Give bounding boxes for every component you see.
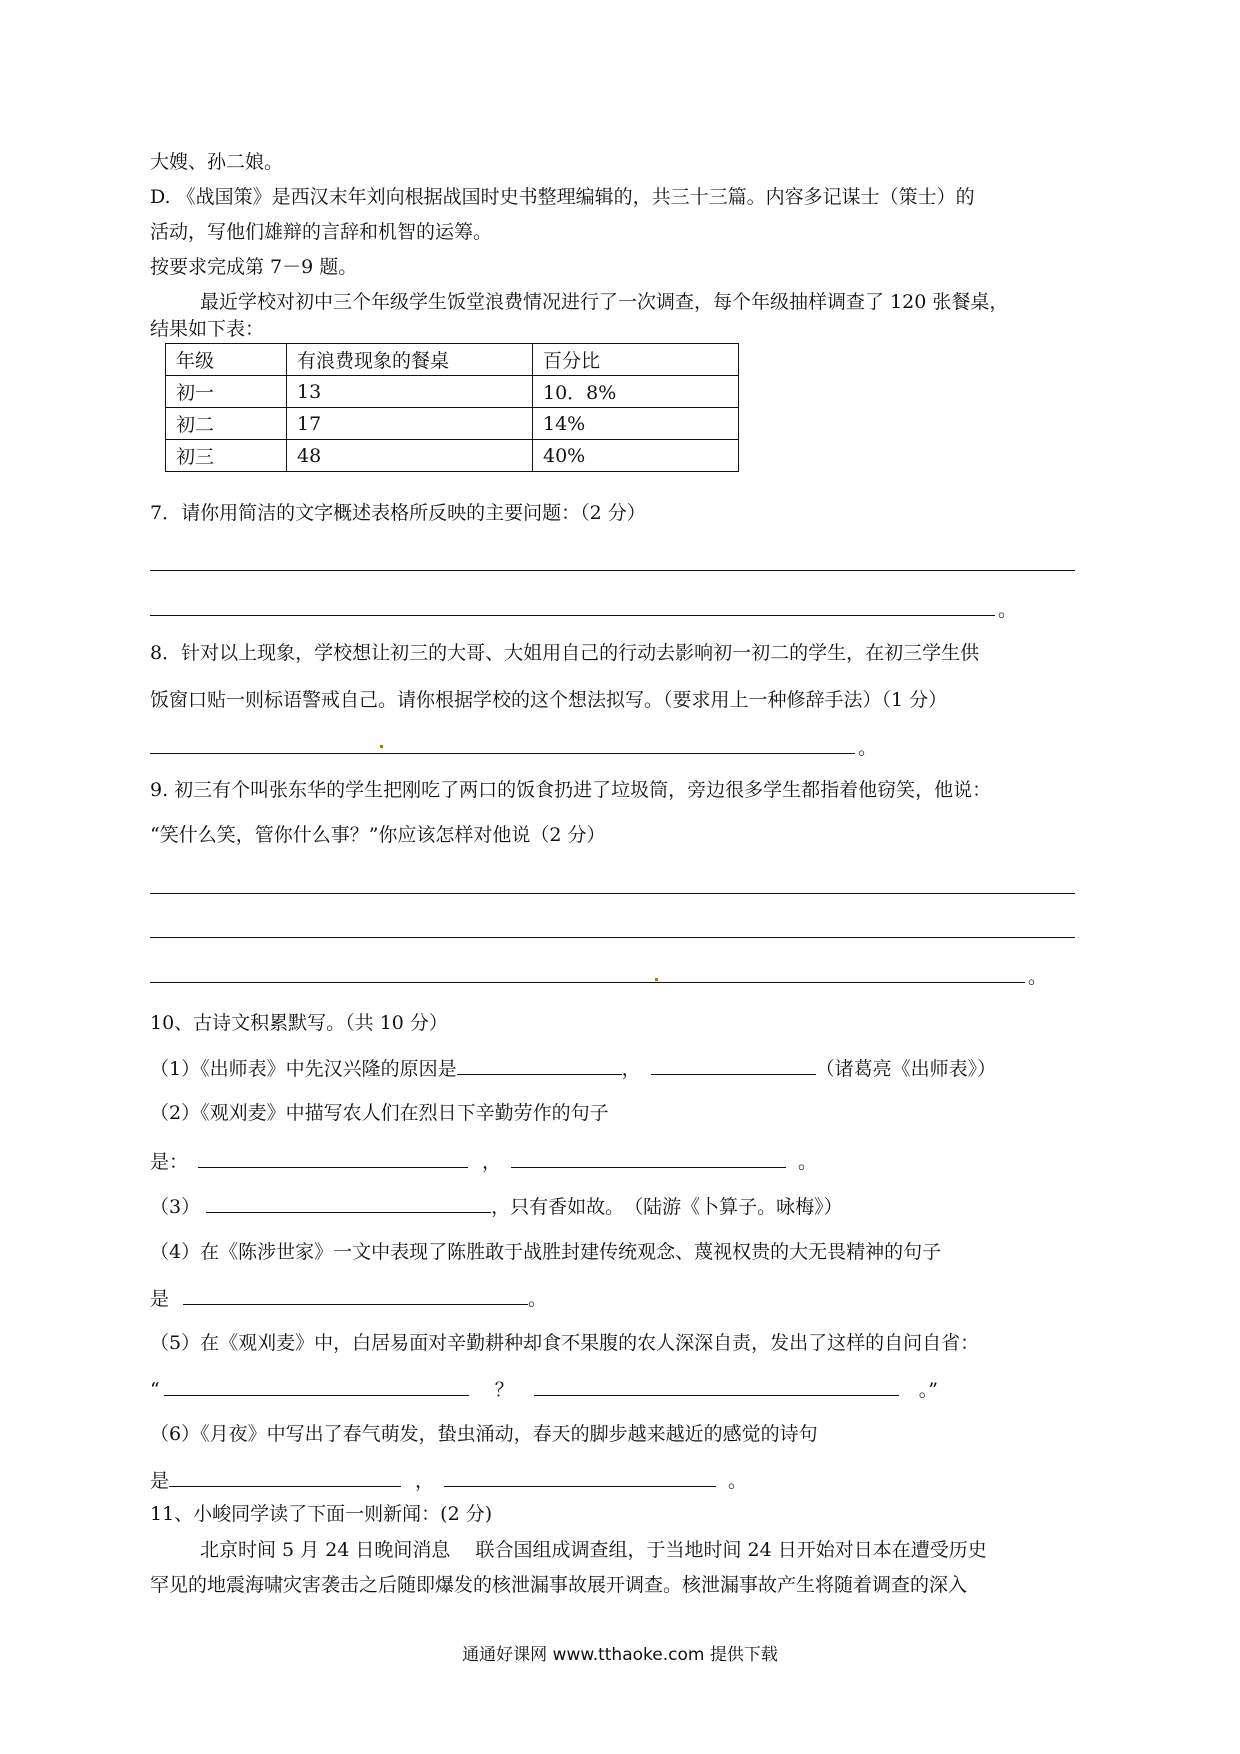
- fill-blank[interactable]: [164, 1375, 469, 1396]
- text-line: 大嫂、孙二娘。: [150, 151, 284, 173]
- item-text: ，: [415, 1470, 435, 1492]
- poem-item-1: [150, 1054, 996, 1082]
- fill-blank[interactable]: [444, 1466, 716, 1487]
- item-text: （1）《出师表》中先汉兴隆的原因是: [150, 1058, 457, 1080]
- poem-item-5-answer: [150, 1375, 938, 1403]
- answer-line[interactable]: [150, 982, 1025, 983]
- question-8: 8．针对以上现象，学校想让初三的大哥、大姐用自己的行动去影响初一初二的学生，在初三学生供: [150, 642, 980, 664]
- table-cell: 48: [287, 440, 533, 472]
- item-text: ，: [482, 1151, 502, 1173]
- news-text: 罕见的地震海啸灾害袭击之后随即爆发的核泄漏事故展开调查。核泄漏事故产生将随着调查的深入: [150, 1574, 968, 1596]
- item-text: 。: [798, 1151, 818, 1173]
- table-cell: 初二: [166, 408, 287, 440]
- item-text: ，: [621, 1058, 641, 1080]
- poem-item-6-answer: [150, 1466, 747, 1494]
- item-text: 。”: [918, 1379, 938, 1401]
- poem-item-5: （5）在《观刈麦》中，白居易面对辛勤耕种却食不果腹的农人深深自责，发出了这样的自问自省：: [150, 1332, 980, 1354]
- question-9: “笑什么笑，管你什么事？”你应该怎样对他说（2 分）: [150, 824, 606, 846]
- item-text: 是: [150, 1288, 170, 1310]
- table-row: [166, 376, 739, 408]
- table-cell: 14%: [533, 408, 739, 440]
- item-text: （3）: [150, 1196, 201, 1218]
- table-cell: 初一: [166, 376, 287, 408]
- fill-blank[interactable]: [198, 1147, 468, 1168]
- answer-line[interactable]: [150, 937, 1075, 938]
- table-header-cell: 有浪费现象的餐桌: [287, 344, 533, 376]
- item-text: ？: [494, 1379, 514, 1401]
- instruction-line: 按要求完成第 7－9 题。: [150, 256, 358, 278]
- answer-line[interactable]: [150, 570, 1075, 571]
- poem-item-6: （6）《月夜》中写出了春气萌发，蛰虫涌动，春天的脚步越来越近的感觉的诗句: [150, 1423, 818, 1445]
- period-mark: 。: [858, 737, 878, 759]
- item-text: 是: [150, 1470, 170, 1492]
- question-10-title: 10、古诗文积累默写。（共 10 分）: [150, 1012, 448, 1034]
- question-8: 饭窗口贴一则标语警戒自己。请你根据学校的这个想法拟写。（要求用上一种修辞手法）（1 分）: [150, 689, 948, 711]
- poem-item-3: [150, 1192, 843, 1220]
- question-7: 7．请你用简洁的文字概述表格所反映的主要问题：（2 分）: [150, 502, 646, 524]
- poem-item-2: （2）《观刈麦》中描写农人们在烈日下辛勤劳作的句子: [150, 1102, 609, 1124]
- text-line: 活动，写他们雄辩的言辞和机智的运筹。: [150, 221, 493, 243]
- table-cell: 40%: [533, 440, 739, 472]
- table-header-cell: 百分比: [533, 344, 739, 376]
- answer-line[interactable]: [150, 615, 995, 616]
- item-text: （诸葛亮《出师表》）: [815, 1058, 997, 1080]
- question-11-title: 11、小峻同学读了下面一则新闻：(2 分): [150, 1503, 493, 1525]
- item-text: ，只有香如故。 （陆游《卜算子。咏梅》）: [491, 1196, 843, 1218]
- survey-table: [165, 343, 739, 472]
- table-cell: 17: [287, 408, 533, 440]
- survey-description: 最近学校对初中三个年级学生饭堂浪费情况进行了一次调查，每个年级抽样调查了 120 张餐桌，: [200, 291, 1009, 313]
- fill-blank[interactable]: [534, 1375, 899, 1396]
- poem-item-4-answer: [150, 1284, 547, 1312]
- table-row: [166, 440, 739, 472]
- period-mark: 。: [1028, 966, 1048, 988]
- text-line: D. 《战国策》是西汉末年刘向根据战国时史书整理编辑的，共三十三篇。内容多记谋士（策士）的: [150, 186, 975, 208]
- item-text: “: [150, 1379, 160, 1401]
- item-text: 。: [728, 1470, 748, 1492]
- answer-line[interactable]: [150, 753, 855, 754]
- fill-blank[interactable]: [651, 1054, 816, 1075]
- answer-line[interactable]: [150, 893, 1075, 894]
- fill-blank[interactable]: [206, 1192, 491, 1213]
- item-text: 。: [528, 1288, 548, 1310]
- poem-item-2-answer: [150, 1147, 817, 1175]
- fill-blank[interactable]: [511, 1147, 786, 1168]
- period-mark: 。: [998, 599, 1018, 621]
- fill-blank[interactable]: [457, 1054, 622, 1075]
- table-header-row: [166, 344, 739, 376]
- fill-blank[interactable]: [183, 1284, 528, 1305]
- fill-blank[interactable]: [169, 1466, 401, 1487]
- item-text: 是：: [150, 1151, 189, 1173]
- table-cell: 13: [287, 376, 533, 408]
- question-9: 9. 初三有个叫张东华的学生把刚吃了两口的饭食扔进了垃圾筒，旁边很多学生都指着他窃笑，他说：: [150, 779, 992, 801]
- table-header-cell: 年级: [166, 344, 287, 376]
- table-cell: 初三: [166, 440, 287, 472]
- poem-item-4: （4）在《陈涉世家》一文中表现了陈胜敢于战胜封建传统观念、蔑视权贵的大无畏精神的句子: [150, 1241, 942, 1263]
- news-text: 北京时间 5 月 24 日晚间消息 联合国组成调查组，于当地时间 24 日开始对日本在遭受历史: [200, 1539, 987, 1561]
- survey-description: 结果如下表：: [150, 318, 265, 340]
- table-row: [166, 408, 739, 440]
- page-footer: 通通好课网 www.tthaoke.com 提供下载: [462, 1645, 778, 1665]
- table-cell: 10．8%: [533, 376, 739, 408]
